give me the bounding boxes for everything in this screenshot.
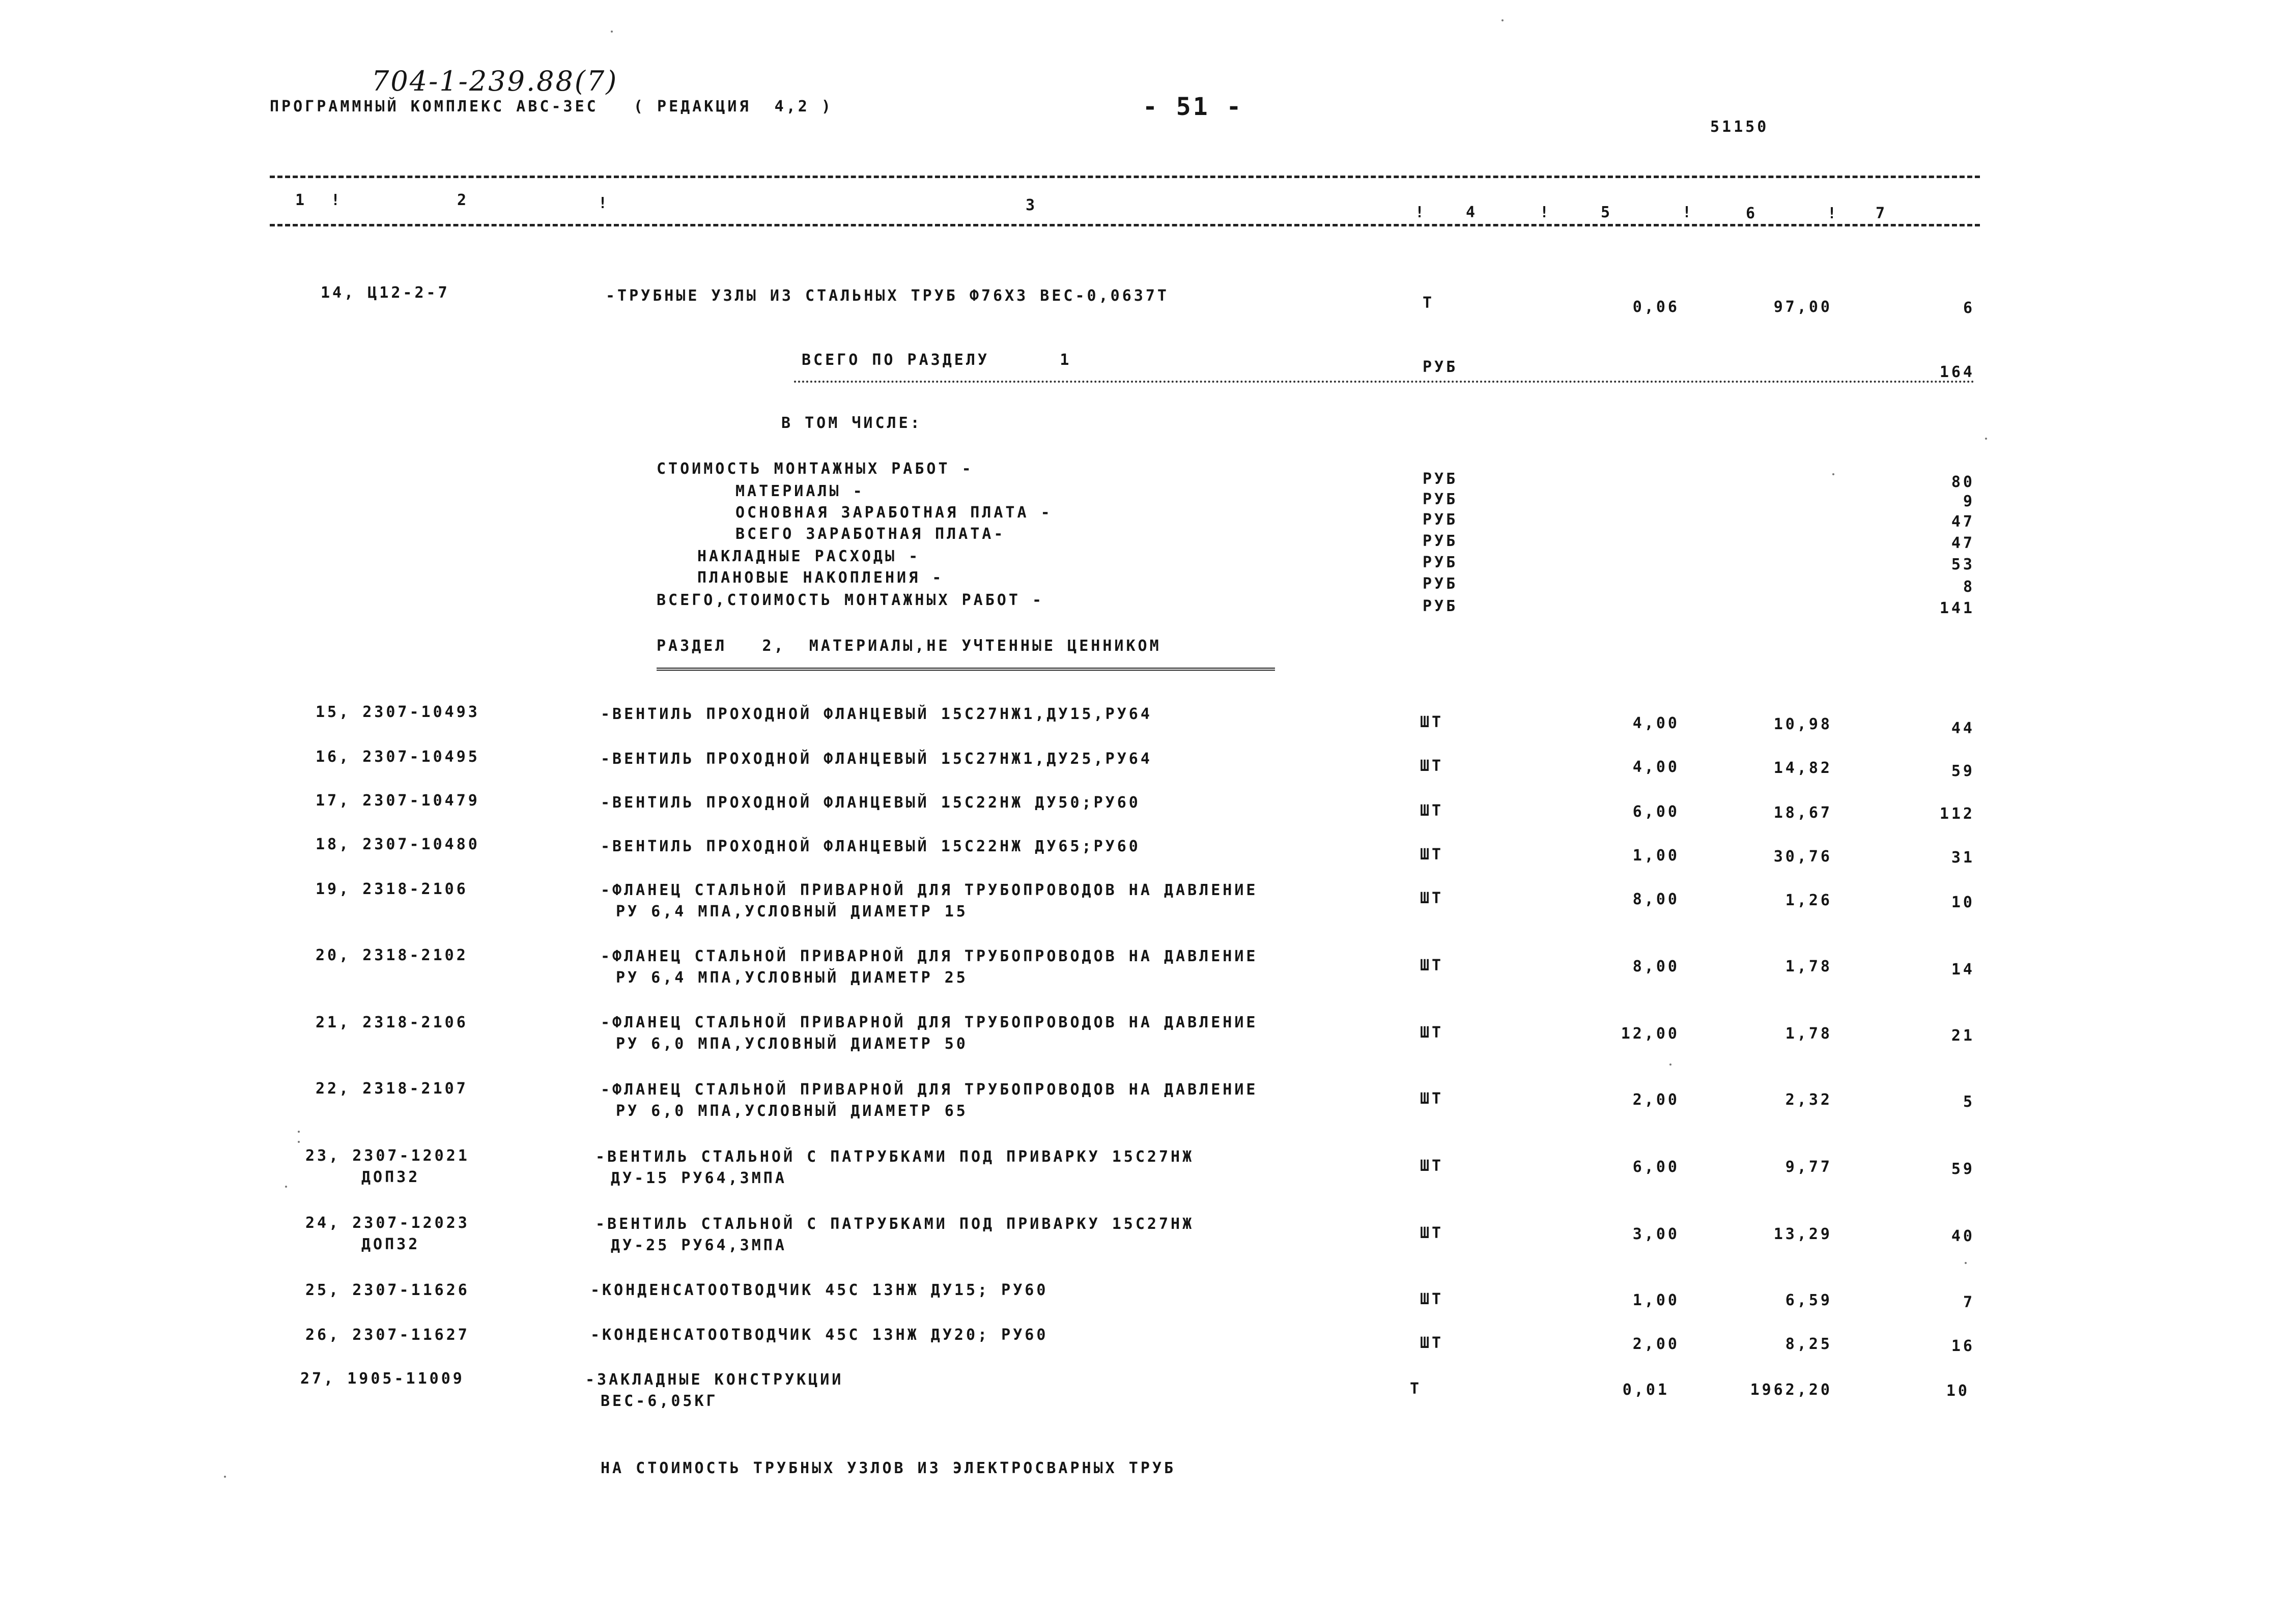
doc-number: 51150 bbox=[1710, 118, 1769, 136]
summary-value: 8 bbox=[1963, 578, 1975, 596]
item-num: 16, 2307-10495 bbox=[316, 748, 480, 766]
section2-title: РАЗДЕЛ 2, МАТЕРИАЛЫ,НЕ УЧТЕННЫЕ ЦЕННИКОМ bbox=[657, 637, 1161, 655]
item-total: 59 bbox=[1951, 762, 1975, 780]
item-qty: 6,00 bbox=[1632, 1158, 1680, 1176]
item-qty: 3,00 bbox=[1632, 1225, 1680, 1243]
item-price: 8,25 bbox=[1785, 1335, 1832, 1353]
item-total: 44 bbox=[1951, 720, 1975, 737]
header-bottom-rule bbox=[270, 224, 1980, 226]
item-qty: 2,00 bbox=[1632, 1091, 1680, 1109]
item-num: 23, 2307-12021 bbox=[305, 1147, 470, 1165]
summary-unit: РУБ bbox=[1423, 554, 1458, 571]
item-desc: -ВЕНТИЛЬ ПРОХОДНОЙ ФЛАНЦЕВЫЙ 15С27НЖ1,ДУ25,РУ64 bbox=[601, 750, 1152, 768]
summary-unit: РУБ bbox=[1423, 575, 1458, 593]
item-num: 20, 2318-2102 bbox=[316, 946, 468, 964]
item-desc-line2: ВЕС-6,05КГ bbox=[601, 1392, 718, 1410]
item-desc: -ФЛАНЕЦ СТАЛЬНОЙ ПРИВАРНОЙ ДЛЯ ТРУБОПРОВОДОВ НА ДАВЛЕНИЕ bbox=[601, 947, 1258, 965]
summary-unit: РУБ bbox=[1423, 532, 1458, 550]
col-2: 2 bbox=[457, 191, 469, 209]
item-price: 18,67 bbox=[1773, 804, 1832, 822]
summary-label: ВСЕГО,СТОИМОСТЬ МОНТАЖНЫХ РАБОТ - bbox=[657, 591, 1044, 609]
item-num: 15, 2307-10493 bbox=[316, 703, 480, 721]
item-qty: 8,00 bbox=[1632, 890, 1680, 908]
item-unit: ШТ bbox=[1420, 846, 1444, 864]
summary-value: 47 bbox=[1951, 513, 1975, 531]
item-num: 19, 2318-2106 bbox=[316, 880, 468, 898]
item-unit: ШТ bbox=[1420, 1334, 1444, 1352]
item-desc: -ФЛАНЕЦ СТАЛЬНОЙ ПРИВАРНОЙ ДЛЯ ТРУБОПРОВОДОВ НА ДАВЛЕНИЕ bbox=[601, 1081, 1258, 1099]
scan-speck bbox=[1832, 473, 1834, 475]
program-line: ПРОГРАММНЫЙ КОМПЛЕКС АВС-3ЕС ( РЕДАКЦИЯ 4,2 ) bbox=[270, 98, 833, 116]
item-num-line2: ДОП32 bbox=[361, 1168, 420, 1186]
scan-speck bbox=[1965, 1262, 1967, 1264]
item-unit: ШТ bbox=[1420, 757, 1444, 775]
item-desc: -КОНДЕНСАТООТВОДЧИК 45С 13НЖ ДУ20; РУ60 bbox=[590, 1326, 1048, 1344]
item-desc: -ФЛАНЕЦ СТАЛЬНОЙ ПРИВАРНОЙ ДЛЯ ТРУБОПРОВОДОВ НА ДАВЛЕНИЕ bbox=[601, 881, 1258, 899]
item-qty: 4,00 bbox=[1632, 758, 1680, 776]
item-price: 13,29 bbox=[1773, 1225, 1832, 1243]
row14-desc: -ТРУБНЫЕ УЗЛЫ ИЗ СТАЛЬНЫХ ТРУБ Ф76Х3 ВЕС-0,0637Т bbox=[606, 287, 1169, 305]
row14-num: 14, Ц12-2-7 bbox=[321, 284, 450, 302]
row14-unit: Т bbox=[1423, 294, 1435, 312]
summary-value: 9 bbox=[1963, 493, 1975, 510]
summary-value: 80 bbox=[1951, 473, 1975, 491]
col-sep: ! bbox=[331, 191, 343, 209]
col-sep: ! bbox=[1540, 204, 1552, 221]
item-num: 22, 2318-2107 bbox=[316, 1080, 468, 1098]
row14-total: 6 bbox=[1963, 299, 1975, 317]
page-number: - 51 - bbox=[1143, 93, 1243, 121]
item-total: 16 bbox=[1951, 1337, 1975, 1355]
item-qty: 1,00 bbox=[1632, 847, 1680, 865]
item-desc: -ВЕНТИЛЬ ПРОХОДНОЙ ФЛАНЦЕВЫЙ 15С27НЖ1,ДУ15,РУ64 bbox=[601, 705, 1152, 723]
scan-speck bbox=[1669, 1064, 1671, 1066]
item-desc: -ЗАКЛАДНЫЕ КОНСТРУКЦИИ bbox=[585, 1371, 844, 1389]
scan-speck bbox=[611, 31, 613, 33]
item-total: 21 bbox=[1951, 1027, 1975, 1045]
item-num: 27, 1905-11009 bbox=[300, 1370, 465, 1388]
summary-unit: РУБ bbox=[1423, 470, 1458, 488]
summary-value: 53 bbox=[1951, 556, 1975, 573]
item-unit: ШТ bbox=[1420, 1090, 1444, 1108]
item-num: 17, 2307-10479 bbox=[316, 792, 480, 810]
item-unit: ШТ bbox=[1420, 713, 1444, 731]
item-price: 9,77 bbox=[1785, 1158, 1832, 1176]
scan-speck bbox=[298, 1131, 300, 1133]
item-qty: 2,00 bbox=[1632, 1335, 1680, 1353]
header-top-rule bbox=[270, 176, 1980, 178]
item-desc-line2: РУ 6,0 МПА,УСЛОВНЫЙ ДИАМЕТР 65 bbox=[616, 1102, 968, 1120]
item-desc: -ВЕНТИЛЬ СТАЛЬНОЙ С ПАТРУБКАМИ ПОД ПРИВАРКУ 15С27НЖ bbox=[596, 1148, 1195, 1166]
item-desc-line2: РУ 6,4 МПА,УСЛОВНЫЙ ДИАМЕТР 25 bbox=[616, 969, 968, 987]
col-sep: ! bbox=[1827, 205, 1839, 222]
item-price: 2,32 bbox=[1785, 1091, 1832, 1109]
item-price: 10,98 bbox=[1773, 715, 1832, 733]
summary-value: 47 bbox=[1951, 534, 1975, 552]
item-unit: ШТ bbox=[1420, 1290, 1444, 1308]
item-total: 5 bbox=[1963, 1093, 1975, 1111]
item-desc: -КОНДЕНСАТООТВОДЧИК 45С 13НЖ ДУ15; РУ60 bbox=[590, 1281, 1048, 1299]
item-total: 10 bbox=[1946, 1382, 1970, 1400]
col-sep: ! bbox=[1415, 204, 1427, 221]
scan-speck bbox=[285, 1186, 287, 1188]
item-total: 40 bbox=[1951, 1227, 1975, 1245]
summary-unit: РУБ bbox=[1423, 597, 1458, 615]
item-qty: 8,00 bbox=[1632, 958, 1680, 975]
row14-price: 97,00 bbox=[1773, 298, 1832, 316]
item-num: 26, 2307-11627 bbox=[305, 1326, 470, 1344]
item-total: 112 bbox=[1939, 805, 1975, 823]
item-num: 18, 2307-10480 bbox=[316, 836, 480, 853]
item-desc: -ФЛАНЕЦ СТАЛЬНОЙ ПРИВАРНОЙ ДЛЯ ТРУБОПРОВОДОВ НА ДАВЛЕНИЕ bbox=[601, 1014, 1258, 1031]
section1-total-unit: РУБ bbox=[1423, 358, 1458, 376]
item-unit: ШТ bbox=[1420, 1157, 1444, 1175]
item-total: 14 bbox=[1951, 961, 1975, 979]
item-num-line2: ДОП32 bbox=[361, 1236, 420, 1253]
summary-unit: РУБ bbox=[1423, 491, 1458, 508]
item-unit: ШТ bbox=[1420, 957, 1444, 974]
item-unit: Т bbox=[1410, 1380, 1422, 1398]
col-7: 7 bbox=[1876, 205, 1888, 222]
item-price: 1,78 bbox=[1785, 958, 1832, 975]
item-num: 21, 2318-2106 bbox=[316, 1014, 468, 1031]
col-1: 1 bbox=[295, 191, 307, 209]
item-total: 7 bbox=[1963, 1294, 1975, 1311]
scan-speck bbox=[224, 1476, 226, 1478]
item-num: 24, 2307-12023 bbox=[305, 1214, 470, 1232]
item-total: 31 bbox=[1951, 849, 1975, 867]
item-unit: ШТ bbox=[1420, 889, 1444, 907]
item-total: 59 bbox=[1951, 1160, 1975, 1178]
item-unit: ШТ bbox=[1420, 802, 1444, 820]
section1-total-label: ВСЕГО ПО РАЗДЕЛУ 1 bbox=[802, 351, 1072, 369]
item-price: 14,82 bbox=[1773, 759, 1832, 777]
including-label: В ТОМ ЧИСЛЕ: bbox=[781, 414, 922, 432]
total-underline bbox=[794, 381, 1975, 383]
col-sep: ! bbox=[1682, 204, 1694, 221]
item-qty: 1,00 bbox=[1632, 1291, 1680, 1309]
item-desc: -ВЕНТИЛЬ ПРОХОДНОЙ ФЛАНЦЕВЫЙ 15С22НЖ ДУ50;РУ60 bbox=[601, 794, 1141, 812]
item-num: 25, 2307-11626 bbox=[305, 1281, 470, 1299]
item-desc-line2: РУ 6,0 МПА,УСЛОВНЫЙ ДИАМЕТР 50 bbox=[616, 1035, 968, 1053]
summary-label: СТОИМОСТЬ МОНТАЖНЫХ РАБОТ - bbox=[657, 460, 974, 478]
footer-line: НА СТОИМОСТЬ ТРУБНЫХ УЗЛОВ ИЗ ЭЛЕКТРОСВАРНЫХ ТРУБ bbox=[601, 1459, 1176, 1477]
item-price: 1,78 bbox=[1785, 1025, 1832, 1043]
col-5: 5 bbox=[1601, 204, 1613, 221]
item-price: 6,59 bbox=[1785, 1291, 1832, 1309]
scan-speck bbox=[1985, 438, 1987, 440]
item-price: 1962,20 bbox=[1750, 1381, 1832, 1399]
item-price: 1,26 bbox=[1785, 892, 1832, 909]
summary-label: ВСЕГО ЗАРАБОТНАЯ ПЛАТА- bbox=[735, 525, 1006, 543]
summary-label: МАТЕРИАЛЫ - bbox=[735, 482, 865, 500]
summary-label: ПЛАНОВЫЕ НАКОПЛЕНИЯ - bbox=[697, 569, 944, 587]
section2-underline bbox=[657, 668, 1275, 671]
item-desc-line2: РУ 6,4 МПА,УСЛОВНЫЙ ДИАМЕТР 15 bbox=[616, 903, 968, 921]
handwritten-code: 704-1-239.88(7) bbox=[372, 65, 618, 97]
item-total: 10 bbox=[1951, 894, 1975, 911]
item-desc: -ВЕНТИЛЬ ПРОХОДНОЙ ФЛАНЦЕВЫЙ 15С22НЖ ДУ65;РУ60 bbox=[601, 838, 1141, 855]
summary-label: НАКЛАДНЫЕ РАСХОДЫ - bbox=[697, 548, 921, 565]
col-4: 4 bbox=[1466, 204, 1478, 221]
col-6: 6 bbox=[1746, 205, 1758, 222]
item-desc-line2: ДУ-15 РУ64,3МПА bbox=[611, 1169, 787, 1187]
col-3: 3 bbox=[1026, 196, 1038, 214]
summary-unit: РУБ bbox=[1423, 511, 1458, 529]
section1-total-value: 164 bbox=[1939, 363, 1975, 381]
item-desc: -ВЕНТИЛЬ СТАЛЬНОЙ С ПАТРУБКАМИ ПОД ПРИВАРКУ 15С27НЖ bbox=[596, 1215, 1195, 1233]
item-qty: 4,00 bbox=[1632, 714, 1680, 732]
item-unit: ШТ bbox=[1420, 1024, 1444, 1042]
item-price: 30,76 bbox=[1773, 848, 1832, 866]
item-desc-line2: ДУ-25 РУ64,3МПА bbox=[611, 1237, 787, 1254]
row14-qty: 0,06 bbox=[1632, 298, 1680, 316]
item-qty: 6,00 bbox=[1632, 803, 1680, 821]
scan-speck bbox=[298, 1141, 300, 1143]
summary-label: ОСНОВНАЯ ЗАРАБОТНАЯ ПЛАТА - bbox=[735, 504, 1053, 522]
summary-value: 141 bbox=[1939, 599, 1975, 617]
col-sep: ! bbox=[598, 194, 610, 212]
item-unit: ШТ bbox=[1420, 1224, 1444, 1242]
item-qty: 0,01 bbox=[1622, 1381, 1669, 1399]
scan-speck bbox=[1501, 19, 1504, 21]
item-qty: 12,00 bbox=[1621, 1025, 1680, 1043]
